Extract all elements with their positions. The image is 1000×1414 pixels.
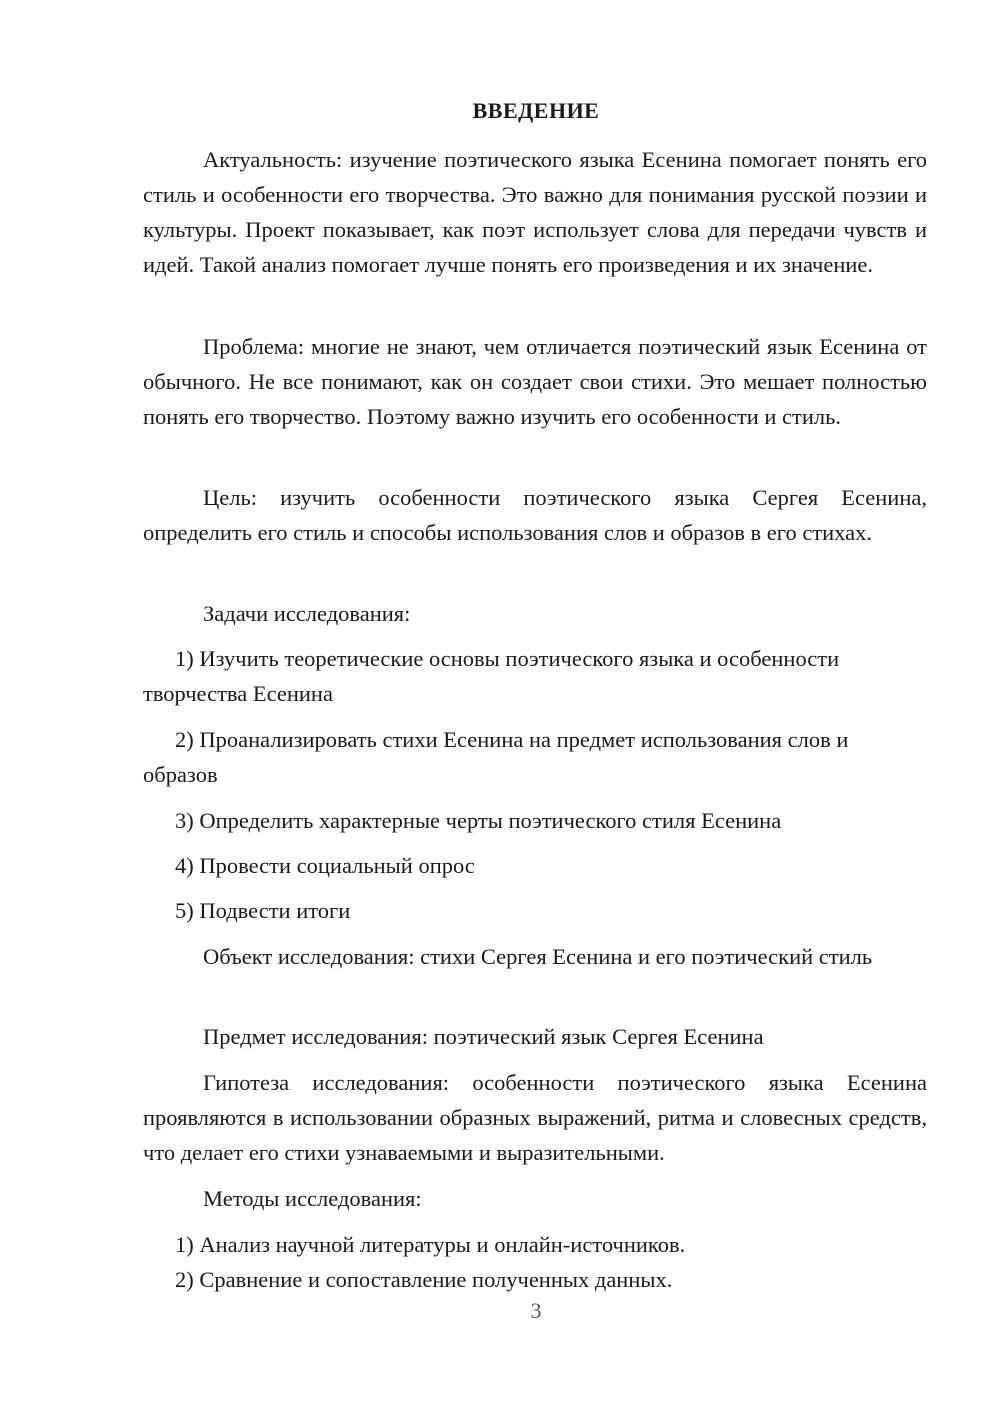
paragraph-subject: Предмет исследования: поэтический язык Сергея Есенина [203, 1024, 764, 1049]
section-title: ВВЕДЕНИЕ [472, 98, 600, 123]
method-item: 1) Анализ научной литературы и онлайн-источников. [175, 1232, 686, 1257]
paragraph-object: Объект исследования: стихи Сергея Есенина и его поэтический стиль [203, 944, 873, 969]
task-item: 1) Изучить теоретические основы поэтического языка и особенности творчества Есенина [143, 646, 840, 706]
page-number: 3 [530, 1298, 542, 1323]
task-item: 5) Подвести итоги [175, 898, 351, 923]
paragraph-relevance: Актуальность: изучение поэтического языка Есенина помогает понять его стиль и особенности его творчества. Это важно для понимания русской поэзии и культуры. Проект показывает, как поэт использует слова для передачи чувств и идей. Такой анализ помогает лучше понять его произведения и их значение. [143, 147, 927, 277]
task-item: 4) Провести социальный опрос [175, 853, 475, 878]
method-item: 2) Сравнение и сопоставление полученных данных. [175, 1267, 673, 1292]
paragraph-hypothesis: Гипотеза исследования: особенности поэтического языка Есенина проявляются в использовании образных выражений, ритма и словесных средств, что делает его стихи узнаваемыми и выразительными. [143, 1070, 927, 1165]
task-item: 3) Определить характерные черты поэтического стиля Есенина [175, 808, 782, 833]
methods-heading: Методы исследования: [203, 1186, 422, 1211]
tasks-heading: Задачи исследования: [203, 601, 411, 626]
task-item: 2) Проанализировать стихи Есенина на предмет использования слов и образов [143, 727, 849, 787]
paragraph-goal: Цель: изучить особенности поэтического языка Сергея Есенина, определить его стиль и способы использования слов и образов в его стихах. [143, 485, 927, 545]
paragraph-problem: Проблема: многие не знают, чем отличается поэтический язык Есенина от обычного. Не все понимают, как он создает свои стихи. Это мешает полностью понять его творчество. Поэтому важно изучить его особенности и стиль. [143, 334, 927, 429]
